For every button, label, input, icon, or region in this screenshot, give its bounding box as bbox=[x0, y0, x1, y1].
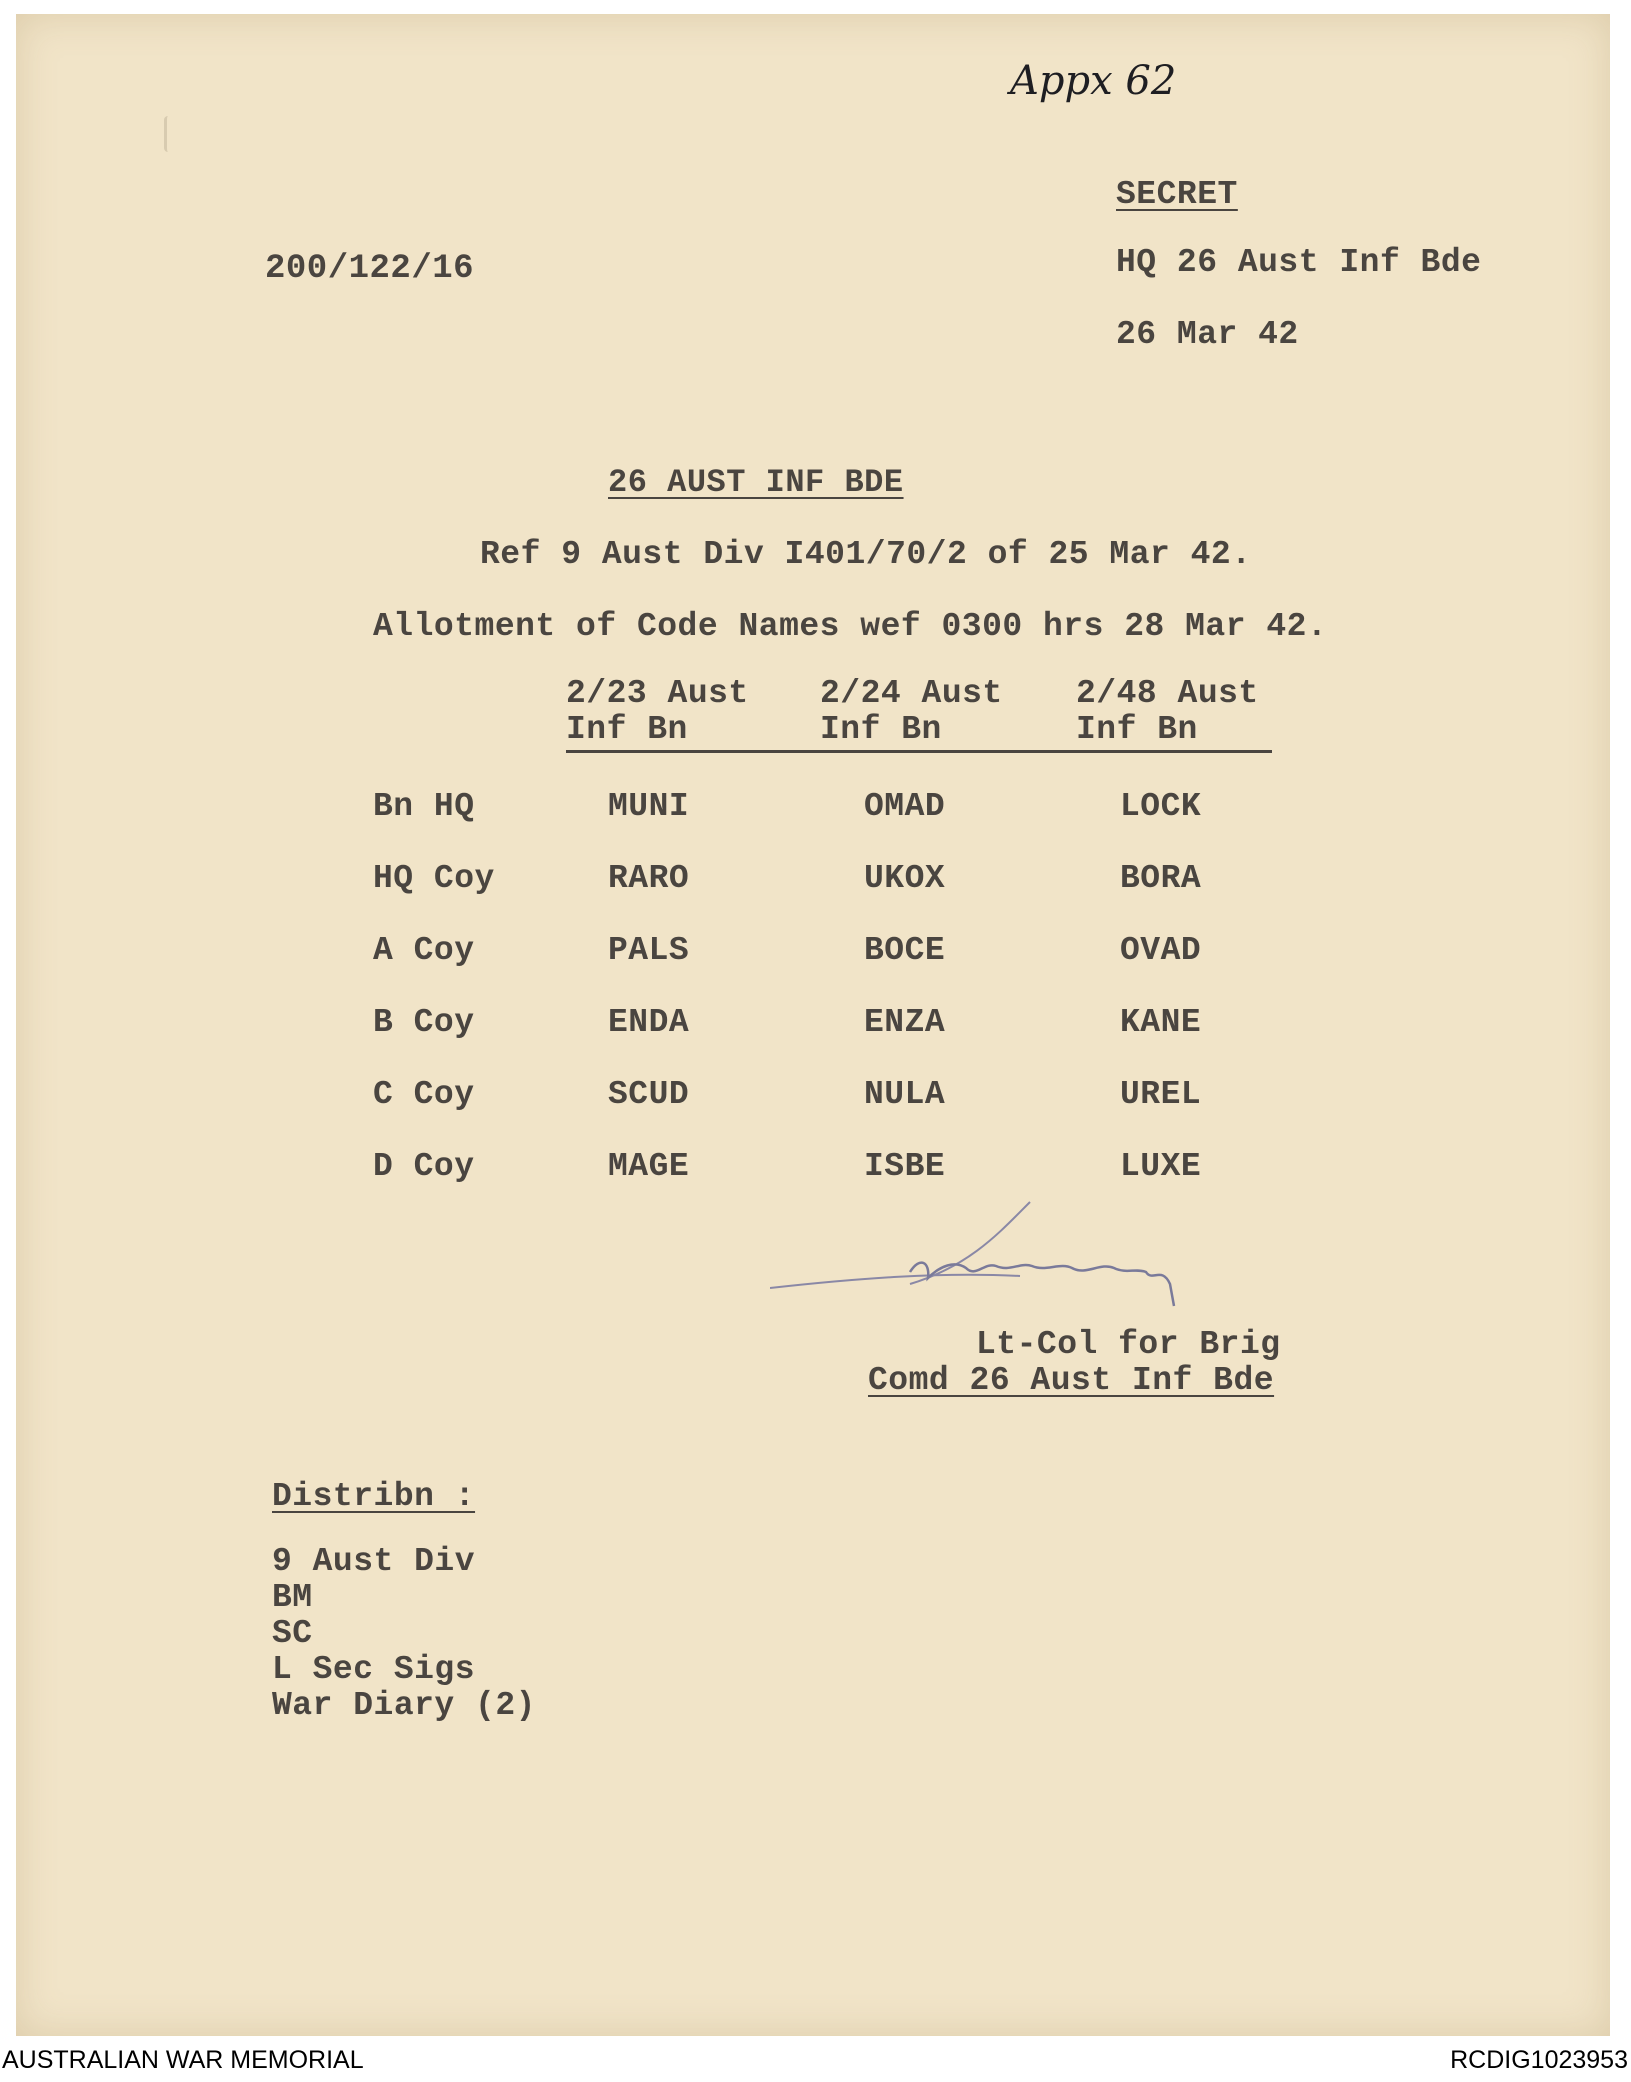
pin-mark bbox=[164, 116, 175, 152]
column-header-2-24 bbox=[820, 676, 1003, 748]
code-cell: KANE bbox=[1120, 1004, 1202, 1041]
document-page bbox=[16, 14, 1610, 2036]
document-heading: 26 AUST INF BDE bbox=[608, 464, 904, 501]
subject-line: Allotment of Code Names wef 0300 hrs 28 Mar 42. bbox=[373, 608, 1328, 645]
code-cell: OMAD bbox=[864, 788, 946, 825]
row-label-hq-coy: HQ Coy bbox=[373, 860, 495, 897]
column-header-2-48 bbox=[1076, 676, 1259, 748]
row-label-a-coy: A Coy bbox=[373, 932, 475, 969]
origin-headquarters: HQ 26 Aust Inf Bde bbox=[1116, 244, 1482, 281]
archive-credit: AUSTRALIAN WAR MEMORIAL bbox=[2, 2046, 364, 2074]
classification-label: SECRET bbox=[1116, 176, 1238, 213]
column-header-line2: Inf Bn bbox=[566, 711, 688, 748]
code-cell: MAGE bbox=[608, 1148, 690, 1185]
distribution-item: BM bbox=[272, 1579, 313, 1616]
column-header-line1: 2/48 Aust bbox=[1076, 675, 1259, 712]
appendix-annotation: Appx 62 bbox=[1010, 58, 1177, 104]
code-cell: SCUD bbox=[608, 1076, 690, 1113]
code-cell: BORA bbox=[1120, 860, 1202, 897]
distribution-item: L Sec Sigs bbox=[272, 1651, 476, 1688]
row-label-bn-hq: Bn HQ bbox=[373, 788, 475, 825]
row-label-c-coy: C Coy bbox=[373, 1076, 475, 1113]
column-header-line1: 2/23 Aust bbox=[566, 675, 749, 712]
document-date: 26 Mar 42 bbox=[1116, 316, 1299, 353]
row-label-b-coy: B Coy bbox=[373, 1004, 475, 1041]
code-cell: BOCE bbox=[864, 932, 946, 969]
code-cell: UREL bbox=[1120, 1076, 1202, 1113]
signature-command: Comd 26 Aust Inf Bde bbox=[868, 1362, 1275, 1399]
code-cell: UKOX bbox=[864, 860, 946, 897]
column-header-2-23 bbox=[566, 676, 749, 748]
column-header-line2: Inf Bn bbox=[1076, 711, 1198, 748]
code-cell: ISBE bbox=[864, 1148, 946, 1185]
column-header-line2: Inf Bn bbox=[820, 711, 942, 748]
distribution-list bbox=[272, 1544, 536, 1724]
file-reference: 200/122/16 bbox=[265, 250, 475, 288]
code-cell: LOCK bbox=[1120, 788, 1202, 825]
header-underline bbox=[566, 750, 1272, 753]
distribution-item: SC bbox=[272, 1615, 313, 1652]
code-cell: LUXE bbox=[1120, 1148, 1202, 1185]
distribution-item: War Diary (2) bbox=[272, 1687, 536, 1724]
row-label-d-coy: D Coy bbox=[373, 1148, 475, 1185]
code-cell: ENDA bbox=[608, 1004, 690, 1041]
code-cell: OVAD bbox=[1120, 932, 1202, 969]
distribution-heading: Distribn : bbox=[272, 1478, 476, 1515]
signature-title: Lt-Col for Brig bbox=[976, 1326, 1281, 1363]
code-cell: PALS bbox=[608, 932, 690, 969]
column-header-line1: 2/24 Aust bbox=[820, 675, 1003, 712]
handwritten-signature bbox=[770, 1196, 1270, 1326]
reference-line: Ref 9 Aust Div I401/70/2 of 25 Mar 42. bbox=[480, 536, 1252, 573]
code-cell: NULA bbox=[864, 1076, 946, 1113]
code-cell: ENZA bbox=[864, 1004, 946, 1041]
code-cell: MUNI bbox=[608, 788, 690, 825]
code-cell: RARO bbox=[608, 860, 690, 897]
distribution-item: 9 Aust Div bbox=[272, 1543, 476, 1580]
archive-id: RCDIG1023953 bbox=[1450, 2046, 1628, 2074]
